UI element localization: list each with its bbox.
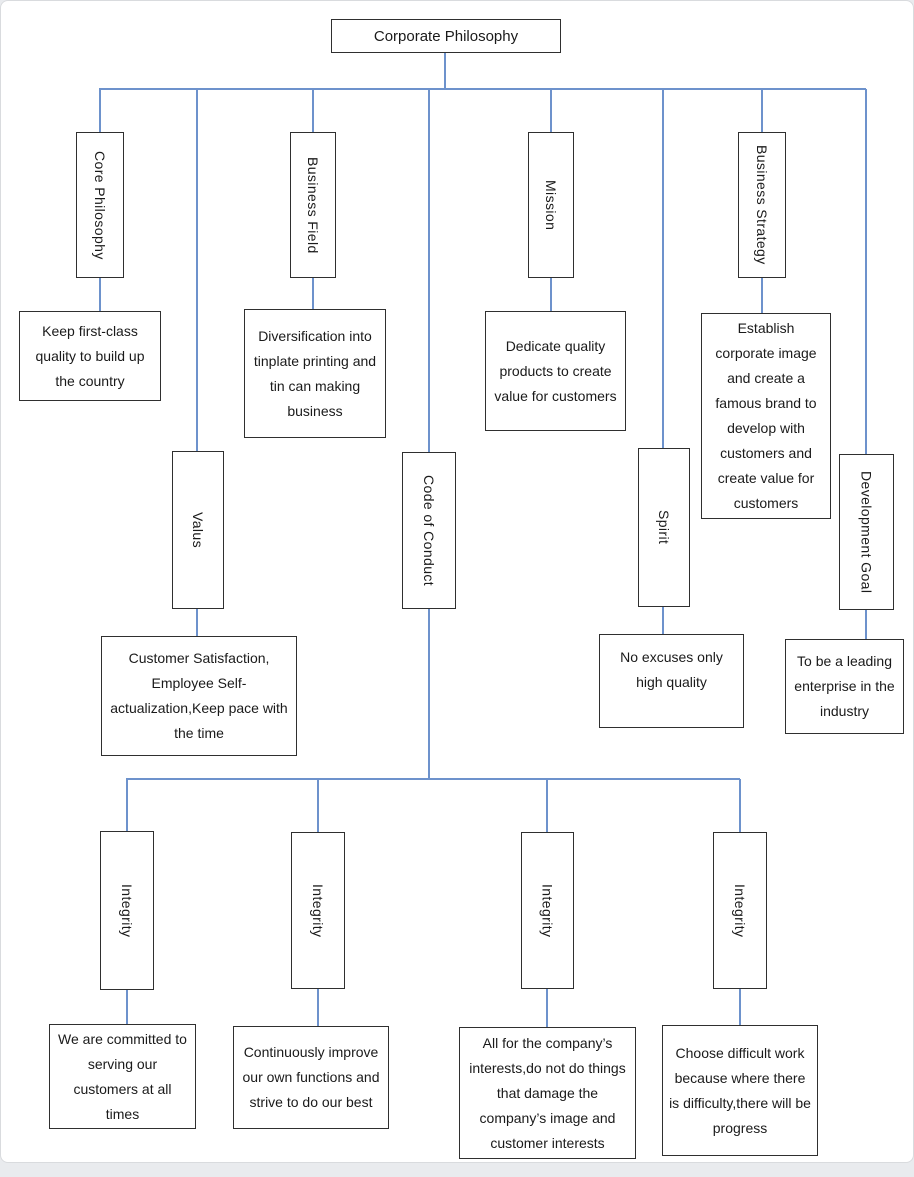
node-mission [528,132,574,278]
connector-line [550,89,552,132]
desc-mission: Dedicate quality products to create value for customers [485,311,626,431]
node-label: Mission [543,179,559,231]
desc-valus: Customer Satisfaction, Employee Self-actualization,Keep pace with the time [101,636,297,756]
node-label: Business Strategy [754,145,770,265]
connector-line [761,278,763,313]
node-label: Integrity [732,883,748,938]
connector-line [312,89,314,132]
node-label: Spirit [656,510,672,545]
connector-line [662,607,664,634]
desc-business-strategy: Establish corporate image and create a famous brand to develop with customers and create value for customers [701,313,831,519]
node-code-of-conduct [402,452,456,609]
desc-integrity-3: All for the company’s interests,do not do things that damage the company’s image and customer interests [459,1027,636,1159]
connector-line [761,89,763,132]
node-integrity-3 [521,832,574,989]
node-development-goal [839,454,894,610]
connector-line [99,278,101,311]
desc-integrity-1: We are committed to serving our customers at all times [49,1024,196,1129]
node-valus [172,451,224,609]
node-label: Business Field [305,156,321,254]
desc-integrity-2: Continuously improve our own functions and strive to do our best [233,1026,389,1129]
connector-line [865,89,867,454]
node-label: Code of Conduct [421,474,437,587]
node-integrity-2 [291,832,345,989]
connector-line [428,89,430,452]
desc-integrity-4: Choose difficult work because where there is difficulty,there will be progress [662,1025,818,1156]
node-label: Integrity [539,883,556,938]
connector-line [126,990,128,1024]
desc-core-philosophy: Keep first-class quality to build up the country [19,311,161,401]
node-integrity-4 [713,832,767,989]
desc-business-field: Diversification into tinplate printing and tin can making business [244,309,386,438]
connector-line [739,779,741,832]
connector-line [546,779,548,832]
connector-line [99,88,866,90]
connector-line [662,89,664,448]
connector-line [196,89,198,451]
node-label: Valus [190,512,206,548]
connector-line [865,610,867,639]
node-label: Integrity [119,883,135,938]
node-corporate-philosophy: Corporate Philosophy [331,19,561,53]
desc-development-goal: To be a leading enterprise in the industry [785,639,904,734]
connector-line [126,779,128,831]
node-label: Core Philosophy [92,150,108,260]
connector-line [196,609,198,636]
desc-spirit: No excuses only high quality [599,634,744,728]
node-core-philosophy [76,132,124,278]
connector-line [550,278,552,311]
connector-line [99,89,101,132]
connector-line [444,53,446,89]
connector-line [126,778,740,780]
node-label: Development Goal [858,470,875,594]
connector-line [428,609,430,779]
node-business-field [290,132,336,278]
connector-line [312,278,314,309]
node-business-strategy [738,132,786,278]
connector-line [317,989,319,1026]
connector-line [317,779,319,832]
connector-line [546,989,548,1027]
node-label: Integrity [310,883,326,938]
node-spirit [638,448,690,607]
connector-line [739,989,741,1025]
node-integrity-1 [100,831,154,990]
